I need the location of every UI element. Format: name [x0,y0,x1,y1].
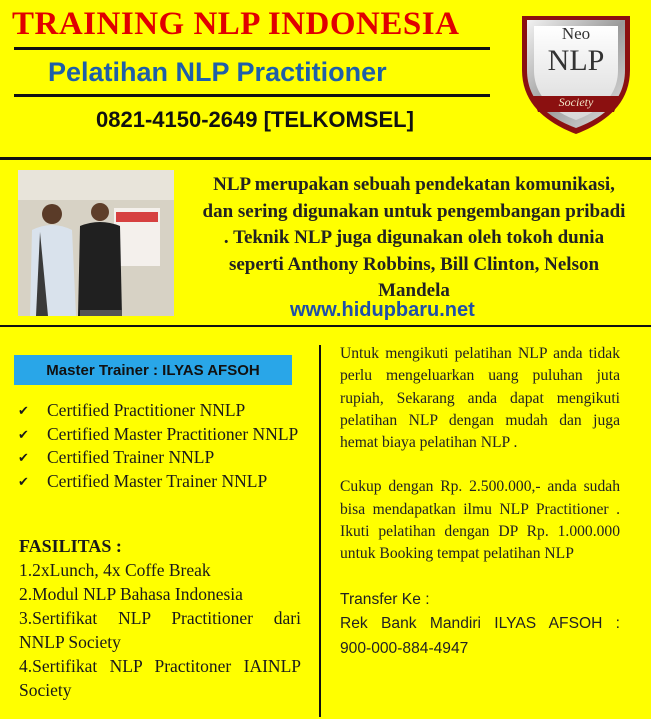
master-trainer-badge: Master Trainer : ILYAS AFSOH [14,355,292,385]
check-icon: ✔ [18,473,29,489]
transfer-label: Transfer Ke : [340,590,430,608]
title-divider [14,47,490,50]
list-item: 1.2xLunch, 4x Coffe Break [19,560,211,580]
logo-nlp-text: NLP [547,44,605,77]
subtitle-divider [14,94,490,97]
column-divider [319,345,321,717]
certification-list [18,399,310,493]
header-divider [0,157,651,160]
certification-label: Certified Trainer NNLP [47,447,215,467]
logo-banner-text: Society [558,95,594,109]
phone-number: 0821-4150-2649 [TELKOMSEL] [96,107,414,132]
certification-label: Certified Master Trainer NNLP [47,470,268,491]
price-paragraph: Cukup dengan Rp. 2.500.000,- anda sudah bisa mendapatkan ilmu NLP Practitioner . Ikuti pelatihan dengan DP Rp. 1.000.000 untuk Booking tempat pelatihan NLP [340,478,620,563]
page-subtitle: Pelatihan NLP Practitioner [48,57,387,87]
bank-account-number: 900-000-884-4947 [340,639,469,657]
training-photo [18,170,174,316]
info-paragraph: Untuk mengikuti pelatihan NLP anda tidak perlu mengeluarkan uang puluhan juta rupiah, Sekarang anda dapat mengikuti pelatihan NLP dengan mudah dan juga hemat biaya pelatihan NLP . [340,345,620,452]
list-item: 3.Sertifikat NLP Practitioner dari NNLP Society [19,608,301,652]
intro-text: NLP merupakan sebuah pendekatan komunikasi, dan sering digunakan untuk pengembangan pribadi . Teknik NLP juga digunakan oleh tokoh dunia seperti Anthony Robbins, Bill Clinton, Nelson Mandela [202,174,626,301]
list-item: 2.Modul NLP Bahasa Indonesia [19,584,243,604]
neo-nlp-logo [510,8,642,138]
fasilitas-heading: FASILITAS : [19,536,122,556]
logo-neo-text: Neo [561,24,591,43]
section-divider [0,325,651,327]
check-icon: ✔ [18,450,29,465]
fasilitas-list [19,558,301,702]
check-icon: ✔ [18,426,29,442]
website-link[interactable]: www.hidupbaru.net [290,299,475,321]
check-icon: ✔ [18,403,29,418]
list-item [18,446,310,470]
list-item [18,399,310,423]
info-column [340,343,620,661]
list-item [18,423,310,447]
certification-label: Certified Practitioner NNLP [47,400,246,420]
list-item [18,470,310,494]
certification-label: Certified Master Practitioner NNLP [47,423,299,444]
page-title: TRAINING NLP INDONESIA [12,6,460,42]
bank-account-name: Rek Bank Mandiri ILYAS AFSOH : [340,614,620,632]
list-item: 4.Sertifikat NLP Practitoner IAINLP Society [19,656,301,700]
